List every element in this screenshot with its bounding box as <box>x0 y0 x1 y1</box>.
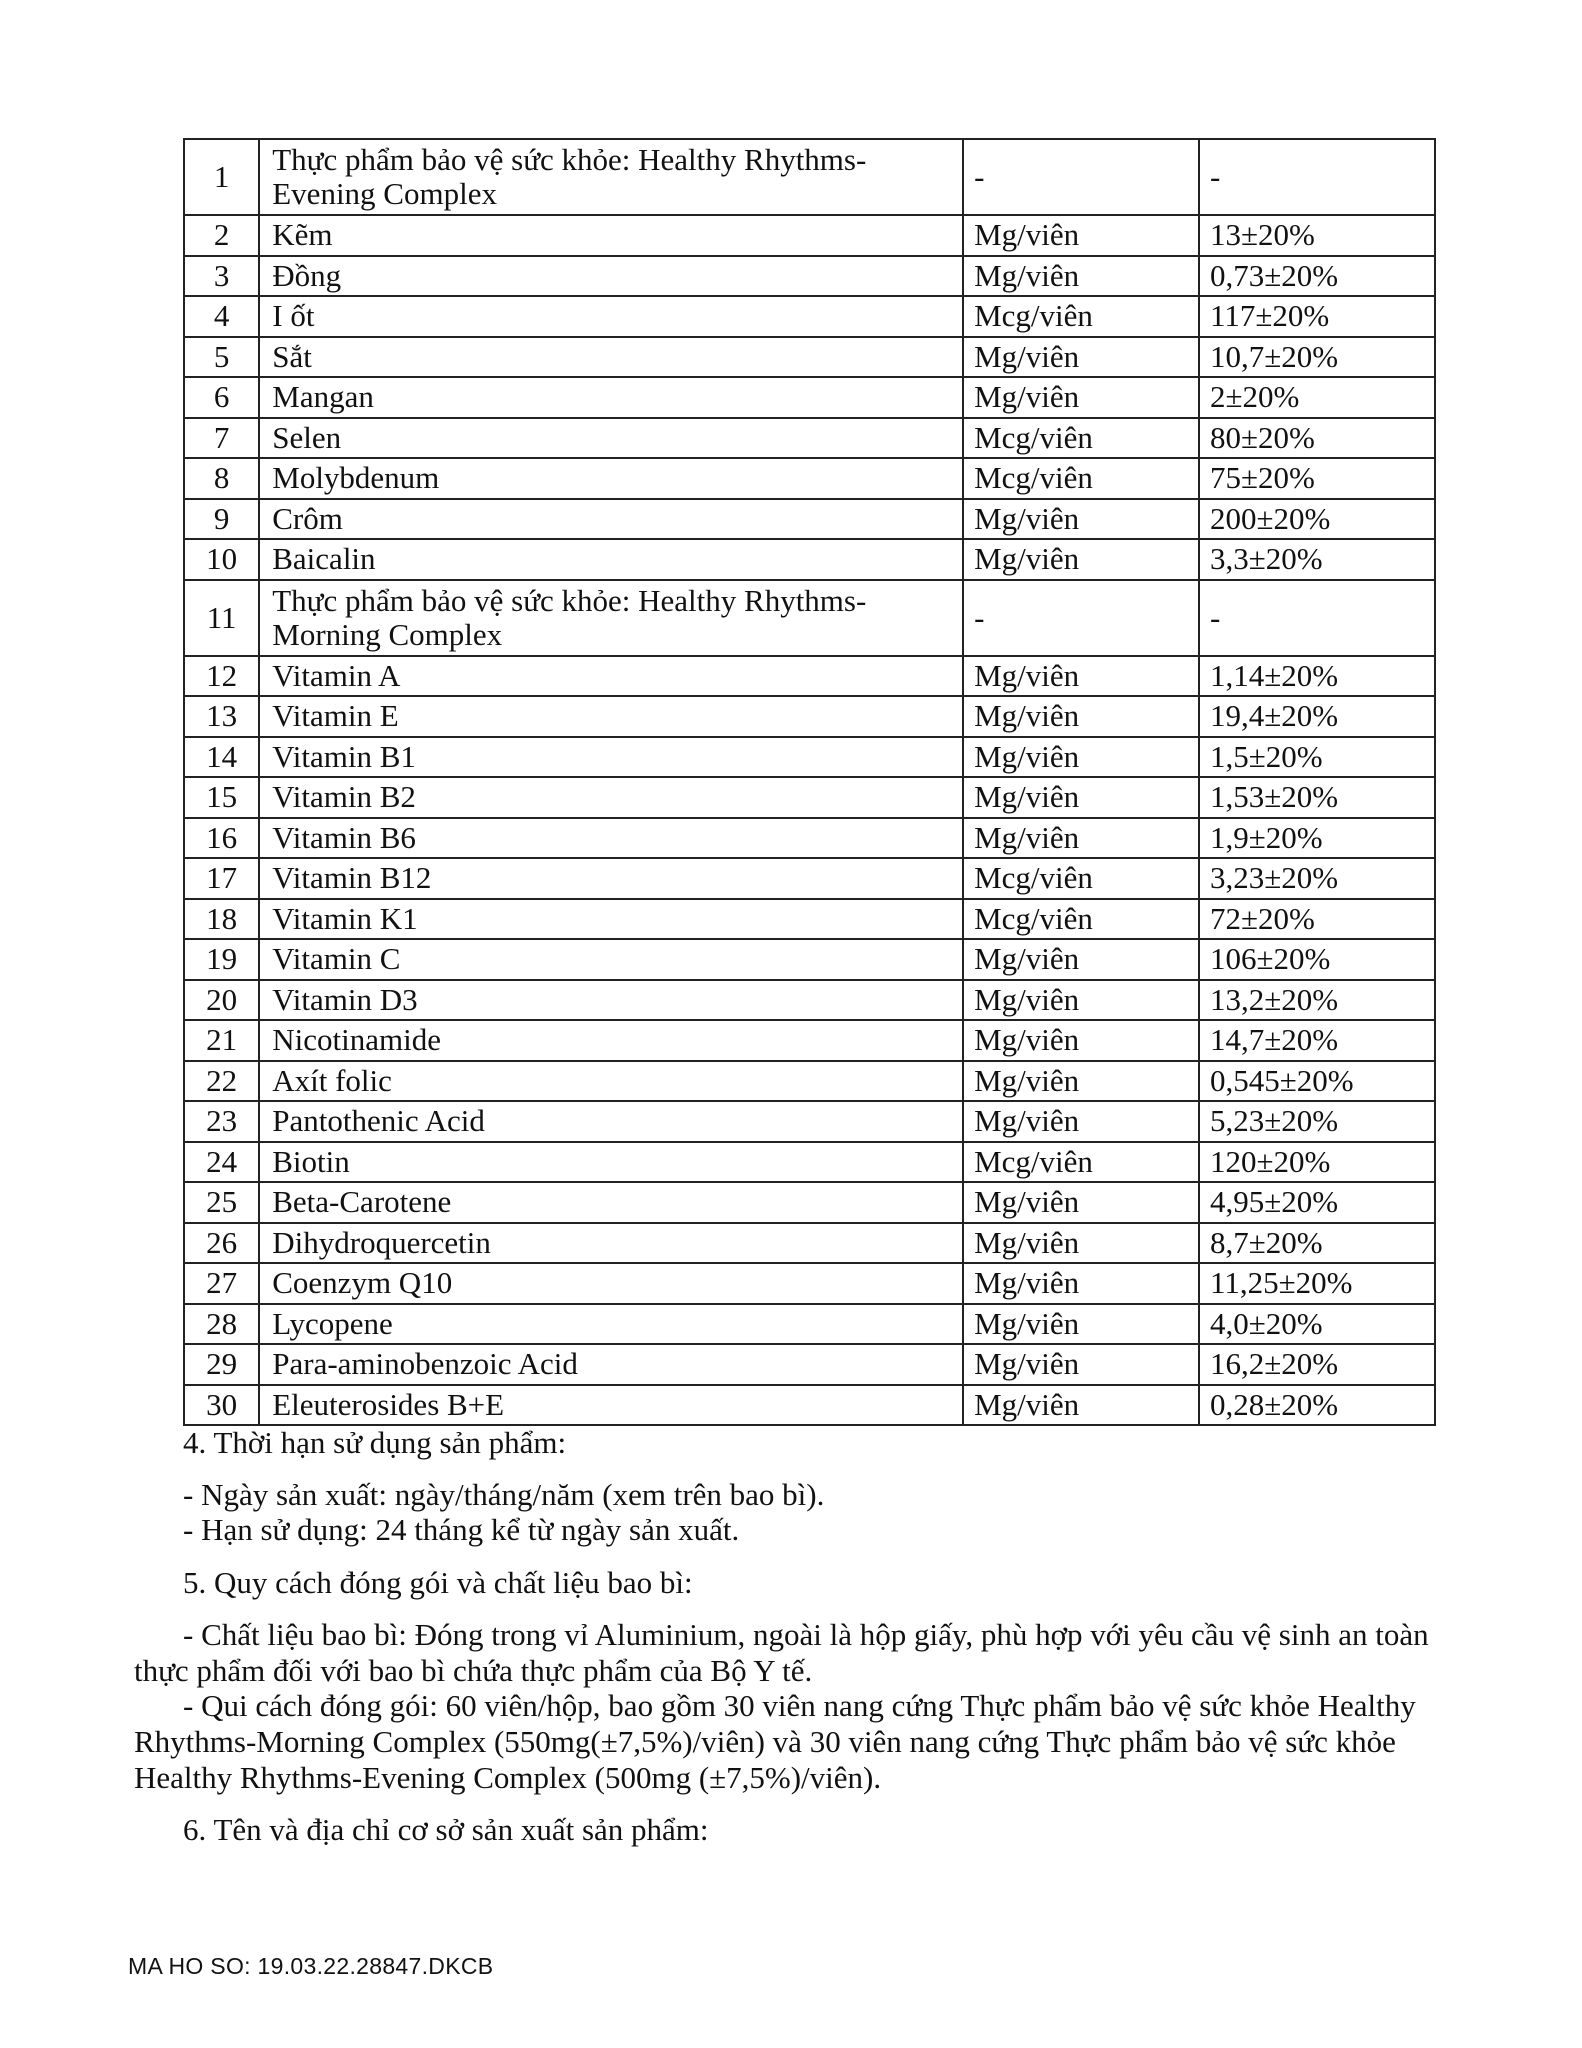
content-value-cell: 4,95±20% <box>1199 1182 1435 1223</box>
ingredient-name-cell: Thực phẩm bảo vệ sức khỏe: Healthy Rhythms-Morning Complex <box>259 580 963 656</box>
table-row <box>184 1182 1435 1223</box>
table-row <box>184 337 1435 378</box>
content-value-cell: 1,9±20% <box>1199 818 1435 859</box>
ingredient-name-cell: Vitamin B12 <box>259 858 963 899</box>
content-value-cell: 120±20% <box>1199 1142 1435 1183</box>
table-row <box>184 1142 1435 1183</box>
ingredient-name-cell: Thực phẩm bảo vệ sức khỏe: Healthy Rhythms-Evening Complex <box>259 139 963 215</box>
unit-cell: Mg/viên <box>963 737 1199 778</box>
content-value-cell: 106±20% <box>1199 939 1435 980</box>
table-row <box>184 580 1435 656</box>
row-number-cell: 16 <box>184 818 259 859</box>
composition-table-body <box>184 139 1435 1425</box>
packaging-spec-text: - Qui cách đóng gói: 60 viên/hộp, bao gồm 30 viên nang cứng Thực phẩm bảo vệ sức khỏe Healthy Rhythms-Morning Complex (550mg(±7,5%)/viên) và 30 viên nang cứng Thực phẩm bảo vệ sức khỏe Healthy Rhythms-Evening Complex (500mg (±7,5%)/viên). <box>134 1688 1416 1795</box>
unit-cell: Mg/viên <box>963 1344 1199 1385</box>
table-row <box>184 139 1435 215</box>
ingredient-name-cell: Dihydroquercetin <box>259 1223 963 1264</box>
ingredient-name-cell: Vitamin B1 <box>259 737 963 778</box>
row-number-cell: 22 <box>184 1061 259 1102</box>
row-number-cell: 4 <box>184 296 259 337</box>
ingredient-name-cell: Beta-Carotene <box>259 1182 963 1223</box>
table-row <box>184 1020 1435 1061</box>
table-row <box>184 1304 1435 1345</box>
row-number-cell: 30 <box>184 1385 259 1426</box>
table-row <box>184 296 1435 337</box>
row-number-cell: 2 <box>184 215 259 256</box>
table-row <box>184 1061 1435 1102</box>
content-value-cell: 2±20% <box>1199 377 1435 418</box>
table-row <box>184 1223 1435 1264</box>
section-6-heading: 6. Tên và địa chỉ cơ sở sản xuất sản phẩm: <box>183 1812 709 1847</box>
manufacture-date-line: - Ngày sản xuất: ngày/tháng/năm (xem trên bao bì). <box>183 1477 825 1512</box>
row-number-cell: 18 <box>184 899 259 940</box>
dossier-code: MA HO SO: 19.03.22.28847.DKCB <box>128 1953 494 1979</box>
table-row <box>184 858 1435 899</box>
row-number-cell: 20 <box>184 980 259 1021</box>
unit-cell: Mg/viên <box>963 777 1199 818</box>
table-row <box>184 980 1435 1021</box>
unit-cell: Mg/viên <box>963 256 1199 297</box>
row-number-cell: 28 <box>184 1304 259 1345</box>
row-number-cell: 8 <box>184 458 259 499</box>
unit-cell: Mg/viên <box>963 1061 1199 1102</box>
ingredient-name-cell: Molybdenum <box>259 458 963 499</box>
unit-cell: Mg/viên <box>963 337 1199 378</box>
unit-cell: Mg/viên <box>963 1020 1199 1061</box>
content-value-cell: 13,2±20% <box>1199 980 1435 1021</box>
table-row <box>184 1385 1435 1426</box>
content-value-cell: 10,7±20% <box>1199 337 1435 378</box>
unit-cell: Mg/viên <box>963 980 1199 1021</box>
content-value-cell: 4,0±20% <box>1199 1304 1435 1345</box>
table-row <box>184 539 1435 580</box>
ingredient-name-cell: Vitamin A <box>259 656 963 697</box>
content-value-cell: 0,73±20% <box>1199 256 1435 297</box>
table-row <box>184 818 1435 859</box>
unit-cell: Mg/viên <box>963 215 1199 256</box>
table-row <box>184 1101 1435 1142</box>
unit-cell: Mcg/viên <box>963 296 1199 337</box>
row-number-cell: 15 <box>184 777 259 818</box>
unit-cell: Mg/viên <box>963 818 1199 859</box>
unit-cell: Mg/viên <box>963 696 1199 737</box>
packaging-spec-paragraph <box>134 1688 1434 1796</box>
content-value-cell: 72±20% <box>1199 899 1435 940</box>
unit-cell: Mcg/viên <box>963 899 1199 940</box>
content-value-cell: 0,28±20% <box>1199 1385 1435 1426</box>
row-number-cell: 27 <box>184 1263 259 1304</box>
ingredient-name-cell: Sắt <box>259 337 963 378</box>
unit-cell: Mg/viên <box>963 656 1199 697</box>
table-row <box>184 1344 1435 1385</box>
row-number-cell: 12 <box>184 656 259 697</box>
content-value-cell: 3,3±20% <box>1199 539 1435 580</box>
row-number-cell: 29 <box>184 1344 259 1385</box>
content-value-cell: 117±20% <box>1199 296 1435 337</box>
ingredient-name-cell: Selen <box>259 418 963 459</box>
content-value-cell: 13±20% <box>1199 215 1435 256</box>
table-row <box>184 939 1435 980</box>
row-number-cell: 14 <box>184 737 259 778</box>
table-row <box>184 899 1435 940</box>
row-number-cell: 19 <box>184 939 259 980</box>
content-value-cell: 1,5±20% <box>1199 737 1435 778</box>
row-number-cell: 9 <box>184 499 259 540</box>
unit-cell: - <box>963 580 1199 656</box>
row-number-cell: 11 <box>184 580 259 656</box>
row-number-cell: 25 <box>184 1182 259 1223</box>
unit-cell: Mcg/viên <box>963 418 1199 459</box>
ingredient-name-cell: Kẽm <box>259 215 963 256</box>
ingredient-name-cell: Vitamin E <box>259 696 963 737</box>
row-number-cell: 10 <box>184 539 259 580</box>
table-row <box>184 256 1435 297</box>
ingredient-name-cell: Crôm <box>259 499 963 540</box>
content-value-cell: 1,53±20% <box>1199 777 1435 818</box>
content-value-cell: 3,23±20% <box>1199 858 1435 899</box>
table-row <box>184 777 1435 818</box>
ingredient-name-cell: Đồng <box>259 256 963 297</box>
packaging-material-paragraph <box>134 1617 1434 1689</box>
content-value-cell: 80±20% <box>1199 418 1435 459</box>
ingredient-name-cell: Vitamin B6 <box>259 818 963 859</box>
ingredient-name-cell: Axít folic <box>259 1061 963 1102</box>
unit-cell: Mg/viên <box>963 1182 1199 1223</box>
row-number-cell: 5 <box>184 337 259 378</box>
content-value-cell: 8,7±20% <box>1199 1223 1435 1264</box>
unit-cell: Mg/viên <box>963 1263 1199 1304</box>
ingredient-name-cell: Biotin <box>259 1142 963 1183</box>
unit-cell: - <box>963 139 1199 215</box>
unit-cell: Mcg/viên <box>963 858 1199 899</box>
ingredient-name-cell: Lycopene <box>259 1304 963 1345</box>
expiry-line: - Hạn sử dụng: 24 tháng kể từ ngày sản xuất. <box>183 1512 740 1547</box>
content-value-cell: 5,23±20% <box>1199 1101 1435 1142</box>
table-row <box>184 1263 1435 1304</box>
content-value-cell: 0,545±20% <box>1199 1061 1435 1102</box>
unit-cell: Mg/viên <box>963 499 1199 540</box>
table-row <box>184 737 1435 778</box>
row-number-cell: 3 <box>184 256 259 297</box>
ingredient-name-cell: Vitamin K1 <box>259 899 963 940</box>
unit-cell: Mg/viên <box>963 1385 1199 1426</box>
packaging-material-text: - Chất liệu bao bì: Đóng trong vỉ Aluminium, ngoài là hộp giấy, phù hợp với yêu cầu vệ sinh an toàn thực phẩm đối với bao bì chứa thực phẩm của Bộ Y tế. <box>134 1617 1429 1688</box>
row-number-cell: 23 <box>184 1101 259 1142</box>
table-row <box>184 458 1435 499</box>
content-value-cell: 1,14±20% <box>1199 656 1435 697</box>
content-value-cell: 200±20% <box>1199 499 1435 540</box>
table-row <box>184 215 1435 256</box>
unit-cell: Mcg/viên <box>963 1142 1199 1183</box>
unit-cell: Mg/viên <box>963 377 1199 418</box>
content-value-cell: 75±20% <box>1199 458 1435 499</box>
content-value-cell: - <box>1199 139 1435 215</box>
content-value-cell: 19,4±20% <box>1199 696 1435 737</box>
ingredient-name-cell: Vitamin B2 <box>259 777 963 818</box>
unit-cell: Mg/viên <box>963 1101 1199 1142</box>
row-number-cell: 13 <box>184 696 259 737</box>
row-number-cell: 24 <box>184 1142 259 1183</box>
ingredient-name-cell: Baicalin <box>259 539 963 580</box>
row-number-cell: 7 <box>184 418 259 459</box>
row-number-cell: 1 <box>184 139 259 215</box>
row-number-cell: 26 <box>184 1223 259 1264</box>
unit-cell: Mg/viên <box>963 1304 1199 1345</box>
table-row <box>184 696 1435 737</box>
unit-cell: Mg/viên <box>963 539 1199 580</box>
table-row <box>184 656 1435 697</box>
unit-cell: Mg/viên <box>963 939 1199 980</box>
ingredient-name-cell: Vitamin C <box>259 939 963 980</box>
ingredient-name-cell: Nicotinamide <box>259 1020 963 1061</box>
content-value-cell: 14,7±20% <box>1199 1020 1435 1061</box>
table-row <box>184 418 1435 459</box>
content-value-cell: 11,25±20% <box>1199 1263 1435 1304</box>
section-5-heading: 5. Quy cách đóng gói và chất liệu bao bì: <box>183 1565 693 1600</box>
row-number-cell: 6 <box>184 377 259 418</box>
table-row <box>184 499 1435 540</box>
section-4-heading: 4. Thời hạn sử dụng sản phẩm: <box>183 1425 567 1460</box>
row-number-cell: 21 <box>184 1020 259 1061</box>
content-value-cell: 16,2±20% <box>1199 1344 1435 1385</box>
composition-table <box>183 138 1436 1426</box>
ingredient-name-cell: Pantothenic Acid <box>259 1101 963 1142</box>
ingredient-name-cell: Eleuterosides B+E <box>259 1385 963 1426</box>
content-value-cell: - <box>1199 580 1435 656</box>
table-row <box>184 377 1435 418</box>
unit-cell: Mcg/viên <box>963 458 1199 499</box>
ingredient-name-cell: Mangan <box>259 377 963 418</box>
ingredient-name-cell: Vitamin D3 <box>259 980 963 1021</box>
ingredient-name-cell: I ốt <box>259 296 963 337</box>
ingredient-name-cell: Coenzym Q10 <box>259 1263 963 1304</box>
unit-cell: Mg/viên <box>963 1223 1199 1264</box>
ingredient-name-cell: Para-aminobenzoic Acid <box>259 1344 963 1385</box>
row-number-cell: 17 <box>184 858 259 899</box>
